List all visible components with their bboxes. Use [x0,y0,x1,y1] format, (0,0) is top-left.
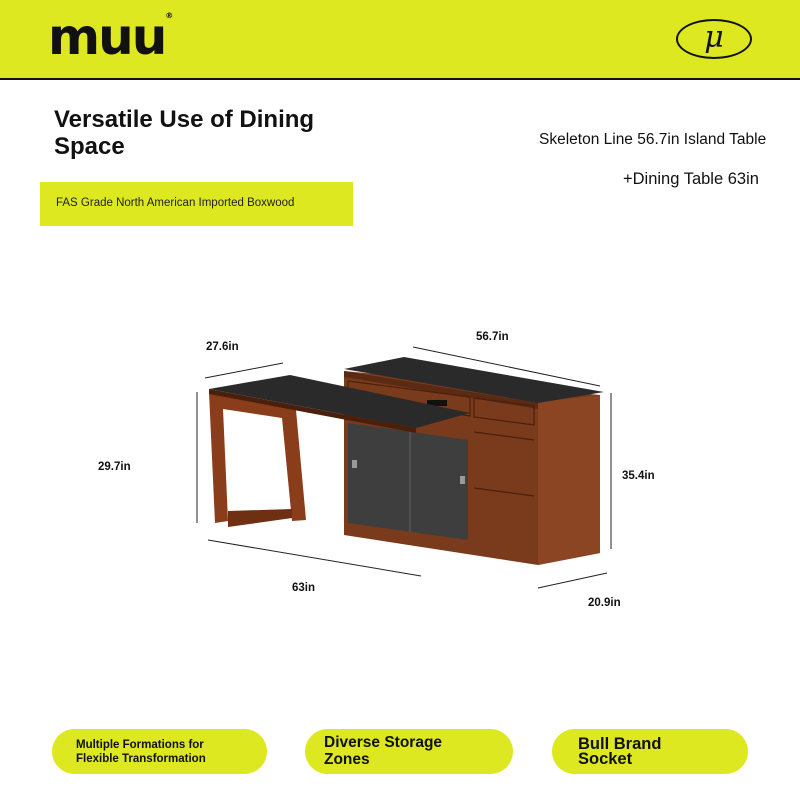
feature-pill-storage [305,729,513,774]
table-frame [209,392,306,523]
dim-island-width: 56.7in [476,331,509,343]
product-name-line2: +Dining Table 63in [623,170,759,188]
feature-label: Diverse Storage Zones [324,734,443,768]
island-cabinet [344,357,604,565]
material-text: FAS Grade North American Imported Boxwood [56,197,295,209]
dim-line-table-length [208,540,421,576]
feature-pill-formations [52,729,267,774]
table-base-rail [228,509,292,527]
dim-table-height: 29.7in [98,461,131,473]
page-title: Versatile Use of Dining Space [54,106,315,160]
dim-line-island-depth [538,573,607,588]
glass-doors [348,423,468,540]
door-handle-right [460,476,465,484]
door-handle-left [352,460,357,468]
dim-line-table-depth [205,363,283,378]
registered-mark: ® [165,11,174,20]
product-name-line1: Skeleton Line 56.7in Island Table [539,131,767,148]
brand-logo-text: muu [48,8,166,66]
dim-island-depth: 20.9in [588,597,621,609]
cabinet-side [538,395,600,565]
dim-table-depth: 27.6in [206,341,239,353]
mu-badge-icon: μ [676,19,752,59]
dim-table-length: 63in [292,582,316,594]
feature-label: Multiple Formations for Flexible Transformation [76,739,206,765]
feature-label: Bull Brand Socket [578,735,662,768]
dim-island-height: 35.4in [622,470,655,482]
feature-pill-socket [552,729,748,774]
